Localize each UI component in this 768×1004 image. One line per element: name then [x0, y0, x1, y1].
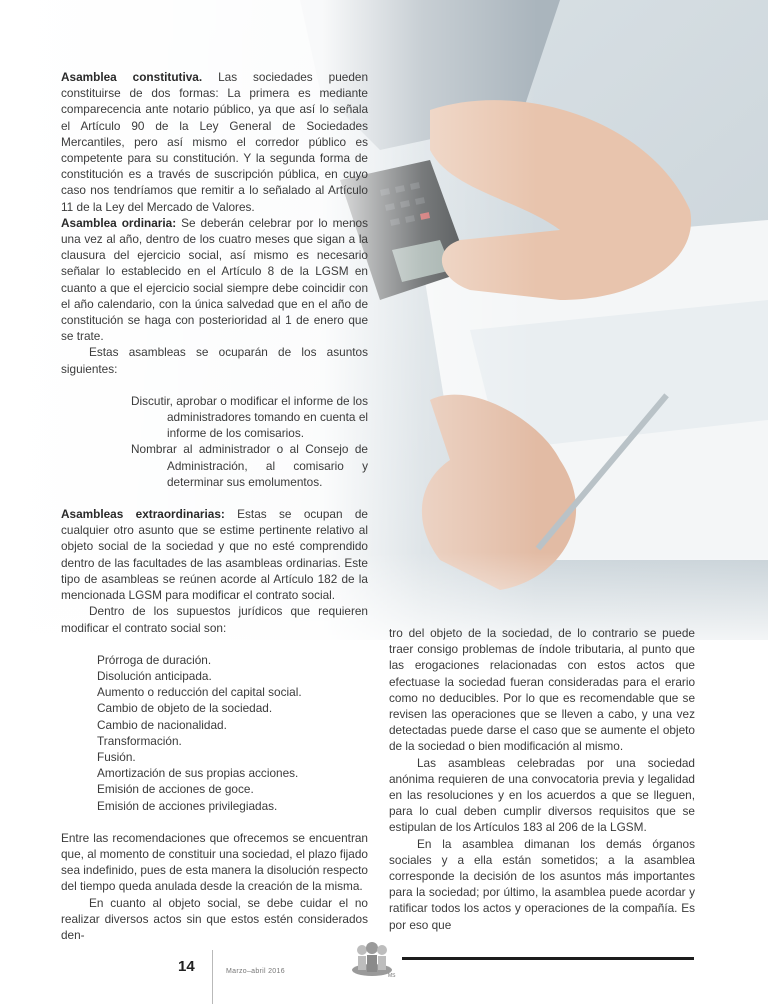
list-item: Transformación.: [97, 733, 182, 748]
svg-text:MS: MS: [388, 973, 396, 979]
ordinaria-list: [61, 393, 368, 490]
paragraph-supuestos-intro: Dentro de los supuestos jurídicos que requieren modificar el contrato social son:: [61, 604, 368, 635]
paragraph-asambleas-extraordinarias: Asambleas extraordinarias: Estas se ocupan de cualquier otro asunto que se estime pertinente relativo al objeto social de la sociedad y que no esté comprendido dentro de las facultades de las asambleas ordinarias. Este tipo de asambleas se reúnen acorde al Artículo 182 de la mencionada LGSM para modificar el contrato social.: [61, 507, 368, 603]
list-item: Cambio de objeto de la sociedad.: [97, 701, 273, 716]
paragraph-organos-sociales: En la asamblea dimanan los demás órganos sociales y a ella están sometidos; a la asamblea corresponde la decisión de los asuntos más importantes para la sociedad; por último, la asamblea puede acordar y ratificar todos los actos y operaciones de la compañía. Es por eso que: [389, 836, 695, 932]
paragraph-objeto-social: En cuanto al objeto social, se debe cuidar el no realizar diversos actos sin que estos estén considerados den-: [61, 895, 368, 942]
heading-asamblea-ordinaria: Asamblea ordinaria:: [61, 215, 177, 230]
list-item: Fusión.: [97, 749, 136, 764]
list-item: Discutir, aprobar o modificar el informe de los administradores tomando en cuenta el informe de los comisarios.: [131, 393, 368, 441]
paragraph-recomendaciones: Entre las recomendaciones que ofrecemos se encuentran que, al momento de constituir una sociedad, el plazo fijado sea indefinido, pues de esta manera la disolución respecto del tiempo queda anulada desde la creación de la misma.: [61, 830, 368, 894]
list-item: Cambio de nacionalidad.: [97, 717, 227, 732]
publication-logo-icon: [350, 940, 406, 980]
footer-rule: [402, 957, 694, 960]
paragraph-asambleas-celebradas: Las asambleas celebradas por una sociedad anónima requieren de una convocatoria previa y legalidad en las resoluciones y en los acuerdos a que se lleguen, para lo cual deben cumplir diversos requisitos que se estipulan de los Artículos 183 al 206 de la LGSM.: [389, 755, 695, 835]
extraordinaria-list: [61, 652, 368, 814]
page-number: 14: [178, 958, 195, 975]
list-item: Nombrar al administrador o al Consejo de Administración, al comisario y determinar sus emolumentos.: [131, 442, 368, 489]
heading-asamblea-constitutiva: Asamblea constitutiva.: [61, 70, 203, 84]
list-item: Prórroga de duración.: [97, 652, 212, 667]
paragraph-asuntos-intro: Estas asambleas se ocuparán de los asuntos siguientes:: [61, 345, 368, 376]
left-column: [61, 69, 368, 943]
list-item: Aumento o reducción del capital social.: [97, 685, 302, 700]
paragraph-asamblea-ordinaria: Asamblea ordinaria: Se deberán celebrar por lo menos una vez al año, dentro de los cuatro meses que sigan a la clausura del ejercicio social, así mismo es necesario señalar lo establecido en el Artículo 8 de la LGSM en cuanto a que el ejercicio social siempre debe coincidir con el año calendario, con la única salvedad que en el año de constitución se haga con posterioridad al 1 de enero que se trate.: [61, 215, 368, 344]
paragraph-continuation: tro del objeto de la sociedad, de lo contrario se puede traer consigo problemas de índole tributaria, al punto que las erogaciones relacionadas con estos actos que efectuase la sociedad fueran consideradas para el erario como no deducibles. Por lo que es recomendable que se revisen las operaciones que se lleven a cabo, y una vez detectadas puede darse el caso que se aumente el objeto de la sociedad o bien modificación al mismo.: [389, 626, 695, 754]
footer-divider: [212, 950, 213, 1004]
issue-date: Marzo–abril 2016: [226, 968, 285, 975]
list-item: Emisión de acciones privilegiadas.: [97, 798, 278, 813]
list-item: Amortización de sus propias acciones.: [97, 766, 299, 781]
paragraph-asamblea-constitutiva: Asamblea constitutiva. Las sociedades pueden constituirse de dos formas: La primera es mediante comparecencia ante notario público, ya que así lo señala el Artículo 90 de la Ley General de Sociedades Mercantiles, pero así mismo el corredor público es competente para su constitución. Y la segunda forma de constitución es a través de suscripción pública, en cuyo caso nos tendríamos que remitir a lo señalado al Artículo 11 de la Ley del Mercado de Valores.: [61, 70, 369, 214]
list-item: Emisión de acciones de goce.: [97, 782, 254, 797]
right-column: [389, 625, 695, 933]
heading-asambleas-extraordinarias: Asambleas extraordinarias:: [61, 507, 225, 522]
list-item: Disolución anticipada.: [97, 668, 212, 683]
